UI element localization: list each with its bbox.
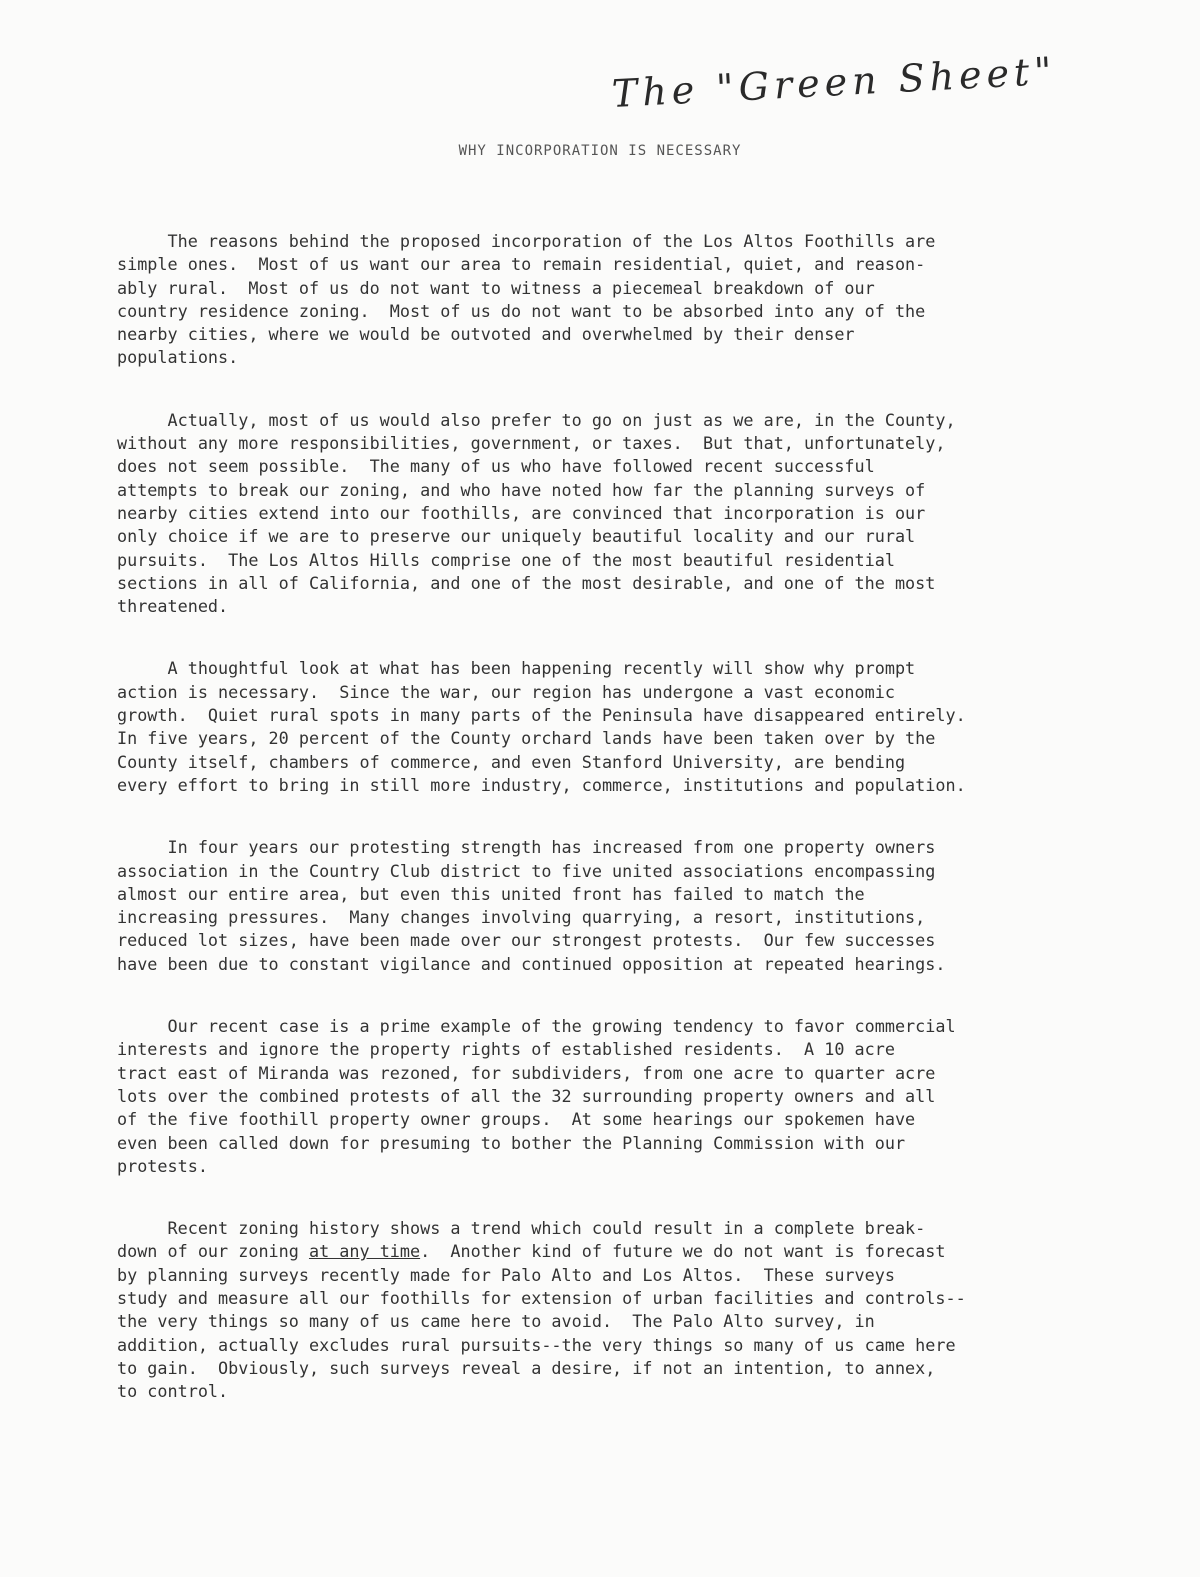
text-line: attempts to break our zoning, and who have noted how far the planning surveys of bbox=[117, 479, 926, 500]
text-line: The reasons behind the proposed incorporation of the Los Altos Foothills are bbox=[117, 231, 936, 251]
text-line: does not seem possible. The many of us who have followed recent successful bbox=[117, 456, 875, 477]
paragraph-reasons bbox=[117, 230, 1117, 370]
text-line: action is necessary. Since the war, our region has undergone a vast economic bbox=[117, 681, 895, 702]
text-line: County itself, chambers of commerce, and even Stanford University, are bending bbox=[117, 751, 906, 772]
text-line: Recent zoning history shows a trend which could result in a complete break- bbox=[117, 1218, 926, 1239]
document-body bbox=[117, 230, 1117, 1442]
paragraph-preference bbox=[117, 409, 1117, 619]
paragraph-thoughtful-look bbox=[117, 657, 1117, 797]
text-line: In five years, 20 percent of the County orchard lands have been taken over by the bbox=[117, 728, 936, 749]
text-line: addition, actually excludes rural pursuits--the very things so many of us came here bbox=[117, 1334, 956, 1355]
text-line: threatened. bbox=[117, 596, 229, 617]
text-line: Our recent case is a prime example of the growing tendency to favor commercial bbox=[117, 1016, 956, 1037]
text-line: nearby cities extend into our foothills, are convinced that incorporation is our bbox=[117, 502, 926, 523]
underlined-phrase: at any time bbox=[308, 1241, 421, 1262]
text-line: . Another kind of future we do not want is forecast bbox=[420, 1241, 946, 1262]
text-line: lots over the combined protests of all the 32 surrounding property owners and all bbox=[117, 1085, 936, 1106]
text-line: increasing pressures. Many changes involving quarrying, a resort, institutions, bbox=[117, 907, 926, 928]
text-line: interests and ignore the property rights of established residents. A 10 acre bbox=[117, 1039, 895, 1060]
text-line: nearby cities, where we would be outvoted and overwhelmed by their denser bbox=[117, 324, 855, 345]
handwritten-title: The "Green Sheet" bbox=[610, 48, 1058, 116]
text-line: growth. Quiet rural spots in many parts of the Peninsula have disappeared entirely. bbox=[117, 705, 966, 726]
text-line: pursuits. The Los Altos Hills comprise one of the most beautiful residential bbox=[117, 549, 895, 570]
text-line: down of our zoning bbox=[117, 1241, 309, 1262]
text-line: even been called down for presuming to bother the Planning Commission with our bbox=[117, 1132, 906, 1153]
text-line: by planning surveys recently made for Palo Alto and Los Altos. These surveys bbox=[117, 1264, 895, 1285]
text-line: association in the Country Club district to five united associations encompassing bbox=[117, 860, 936, 881]
text-line: every effort to bring in still more industry, commerce, institutions and population. bbox=[117, 774, 966, 795]
text-line: ably rural. Most of us do not want to witness a piecemeal breakdown of our bbox=[117, 277, 875, 298]
text-line: protests. bbox=[117, 1155, 208, 1176]
paragraph-protesting-strength bbox=[117, 836, 1117, 976]
text-line: Actually, most of us would also prefer to go on just as we are, in the County, bbox=[117, 409, 956, 430]
text-line: simple ones. Most of us want our area to remain residential, quiet, and reason- bbox=[117, 254, 926, 275]
text-line: to gain. Obviously, such surveys reveal a desire, if not an intention, to annex, bbox=[117, 1357, 936, 1378]
paragraph-recent-case bbox=[117, 1015, 1117, 1178]
text-line: country residence zoning. Most of us do not want to be absorbed into any of the bbox=[117, 300, 926, 321]
text-line: almost our entire area, but even this united front has failed to match the bbox=[117, 883, 865, 904]
text-line: tract east of Miranda was rezoned, for subdividers, from one acre to quarter acre bbox=[117, 1062, 936, 1083]
text-line: the very things so many of us came here to avoid. The Palo Alto survey, in bbox=[117, 1311, 875, 1332]
text-line: study and measure all our foothills for extension of urban facilities and controls-- bbox=[117, 1287, 966, 1308]
text-line: populations. bbox=[117, 347, 239, 368]
text-line: have been due to constant vigilance and continued opposition at repeated hearings. bbox=[117, 953, 946, 974]
text-line: In four years our protesting strength has increased from one property owners bbox=[117, 837, 936, 858]
text-line: reduced lot sizes, have been made over our strongest protests. Our few successes bbox=[117, 930, 936, 951]
text-line: without any more responsibilities, government, or taxes. But that, unfortunately, bbox=[117, 433, 946, 454]
text-line: of the five foothill property owner groups. At some hearings our spokemen have bbox=[117, 1109, 916, 1130]
text-line: sections in all of California, and one of the most desirable, and one of the most bbox=[117, 572, 936, 593]
text-line: only choice if we are to preserve our uniquely beautiful locality and our rural bbox=[117, 526, 916, 547]
paragraph-zoning-history bbox=[117, 1217, 1117, 1403]
text-line: A thoughtful look at what has been happening recently will show why prompt bbox=[117, 658, 916, 679]
text-line: to control. bbox=[117, 1381, 229, 1402]
document-heading: WHY INCORPORATION IS NECESSARY bbox=[458, 143, 742, 159]
